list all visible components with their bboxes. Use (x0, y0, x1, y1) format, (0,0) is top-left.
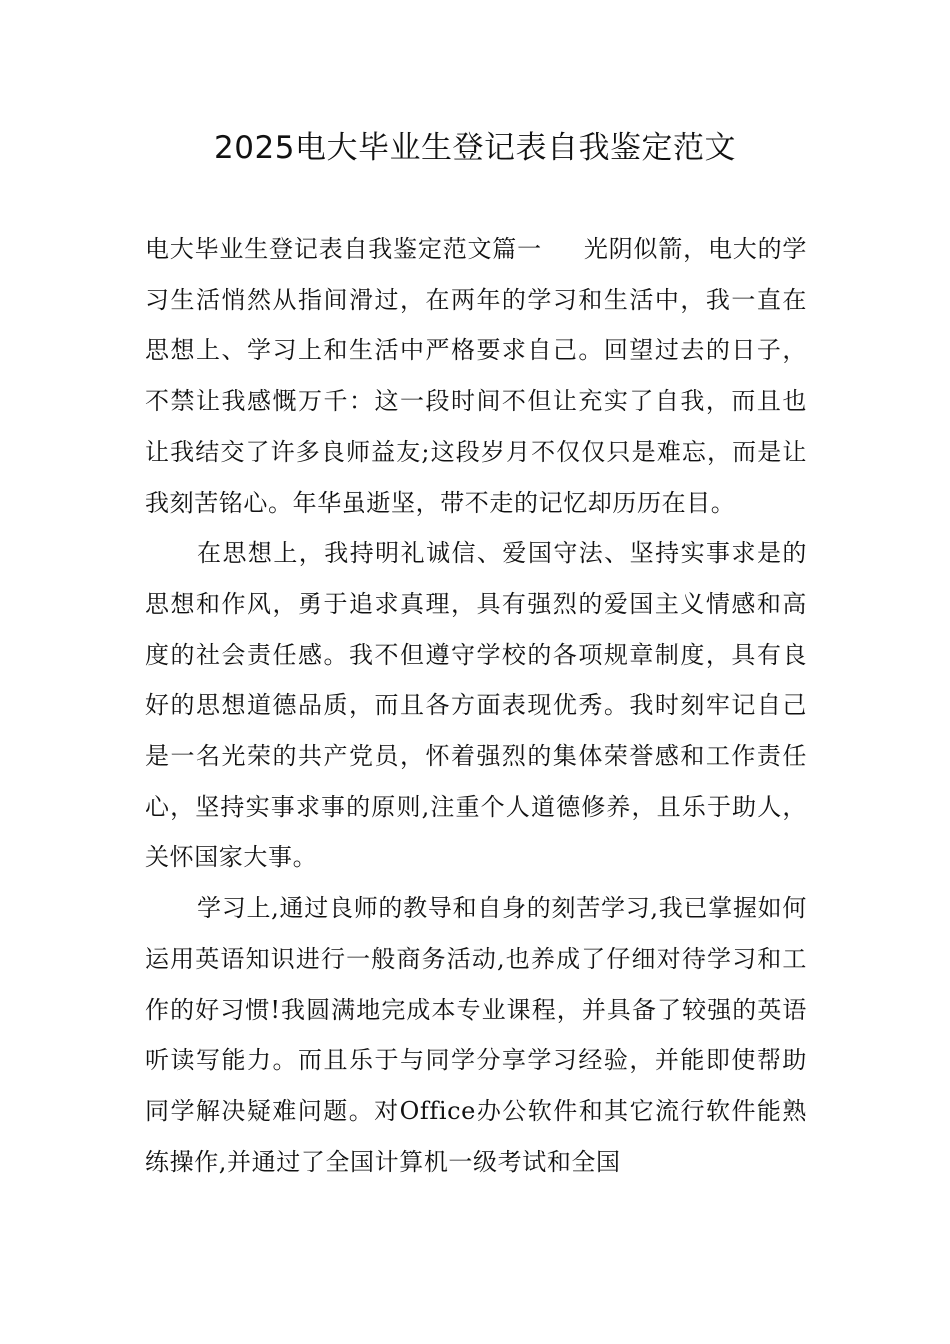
paragraph-1-text: 光阴似箭，电大的学习生活悄然从指间滑过，在两年的学习和生活中，我一直在思想上、学习上和生活中严格要求自己。回望过去的日子，不禁让我感慨万千：这一段时间不但让充实了自我，而且也让我结交了许多良师益友;这段岁月不仅仅只是难忘，而是让我刻苦铭心。年华虽逝坚，带不走的记忆却历历在目。 (145, 235, 807, 517)
document-title: 2025电大毕业生登记表自我鉴定范文 (214, 130, 736, 166)
section-heading: 电大毕业生登记表自我鉴定范文篇一 (145, 235, 542, 263)
paragraph-3: 学习上,通过良师的教导和自身的刻苦学习,我已掌握如何运用英语知识进行一般商务活动,也养成了仔细对待学习和工作的好习惯!我圆满地完成本专业课程，并具备了较强的英语听读写能力。而且乐于与同学分享学习经验，并能即使帮助同学解决疑难问题。对Office办公软件和其它流行软件能熟练操作,并通过了全国计算机一级考试和全国 (145, 894, 807, 1176)
document-body (145, 224, 807, 1187)
paragraph-1 (145, 224, 807, 528)
paragraph-2: 在思想上，我持明礼诚信、爱国守法、坚持实事求是的思想和作风，勇于追求真理，具有强烈的爱国主义情感和高度的社会责任感。我不但遵守学校的各项规章制度，具有良好的思想道德品质，而且各方面表现优秀。我时刻牢记自己是一名光荣的共产党员，怀着强烈的集体荣誉感和工作责任心，坚持实事求事的原则,注重个人道德修养，且乐于助人，关怀国家大事。 (145, 539, 807, 872)
